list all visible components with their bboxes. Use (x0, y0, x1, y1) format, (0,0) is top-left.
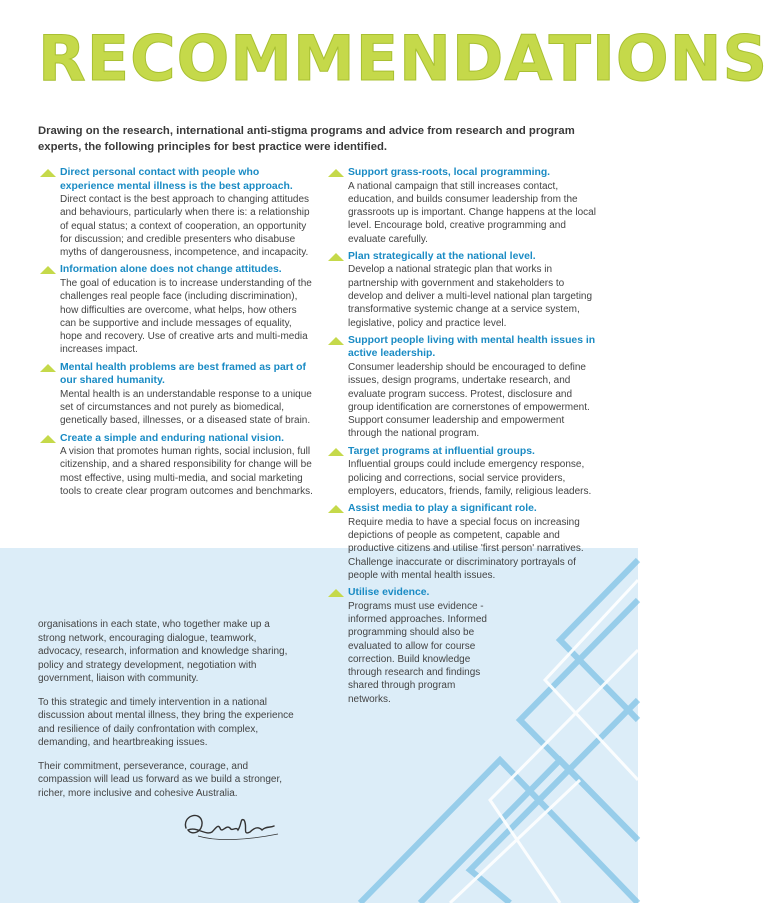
left-column (38, 166, 313, 502)
triangle-bullet-icon (328, 448, 344, 456)
item-body: Require media to have a special focus on increasing depictions of people as competent, capable and productive citizens and utilise 'first person' narratives. Challenge inaccurate or discriminatory portrayals of people with mental health issues. (348, 516, 584, 581)
item-body: Influential groups could include emergency response, policing and corrections, social service providers, employers, educators, friends, family, religious leaders. (348, 459, 592, 497)
closing-text (38, 618, 300, 810)
list-item (38, 361, 313, 428)
item-body: Mental health is an understandable response to a unique set of circumstances and not purely as biomedical, genetically based, illnesses, or a diseased state of brain. (60, 388, 312, 427)
list-item (38, 432, 313, 499)
list-item (326, 445, 596, 498)
triangle-bullet-icon (328, 337, 344, 345)
paragraph: To this strategic and timely intervention in a national discussion about mental illness, they bring the experience and resilience of daily confrontation with complex, demanding, and heartbreaking issues. (38, 696, 294, 748)
list-item (38, 166, 313, 259)
list-item (326, 502, 596, 582)
item-heading: Information alone does not change attitudes. (60, 264, 282, 276)
item-body: Develop a national strategic plan that works in partnership with government and stakeholders to develop and deliver a multi-level national plan targeting transformative systemic change at a service system, legislative, policy and practice level. (348, 264, 593, 329)
item-heading: Mental health problems are best framed as part of our shared humanity. (60, 361, 306, 387)
triangle-bullet-icon (328, 253, 344, 261)
item-body: Consumer leadership should be encouraged to define issues, design programs, undertake research, and evaluate program success. Protest, disclosure and group identification are cornerstones of empowerment. Support consumer leadership and empowerment through the national program. (348, 361, 590, 440)
triangle-bullet-icon (328, 589, 344, 597)
triangle-bullet-icon (40, 435, 56, 443)
paragraph: organisations in each state, who together make up a strong network, encouraging dialogue, teamwork, advocacy, research, information and knowledge sharing, policy and strategy development, negotiation with government, liaison with community. (38, 619, 288, 684)
item-heading: Create a simple and enduring national vision. (60, 432, 285, 444)
signature (178, 806, 288, 846)
item-body: A vision that promotes human rights, social inclusion, full citizenship, and a shared responsibility for change will be most effective, using multi-media, and social marketing tools to create clear program outcomes and benchmarks. (60, 446, 313, 498)
item-body: Programs must use evidence - informed approaches. Informed programming should also be evaluated to allow for course correction. Build knowledge through research and findings shared through program networks. (348, 600, 487, 705)
list-item (326, 334, 596, 441)
item-heading: Target programs at influential groups. (348, 445, 535, 457)
page-title: RECOMMENDATIONS (38, 22, 768, 95)
item-heading: Direct personal contact with people who experience mental illness is the best approach. (60, 167, 293, 192)
item-heading: Utilise evidence. (348, 587, 430, 599)
triangle-bullet-icon (40, 266, 56, 274)
list-item (326, 250, 596, 330)
item-heading: Assist media to play a significant role. (348, 503, 537, 515)
right-column (326, 166, 596, 710)
list-item (326, 166, 596, 246)
item-heading: Support grass-roots, local programming. (348, 167, 551, 178)
intro-text: Drawing on the research, international anti-stigma programs and advice from research and program experts, the following principles for best practice were identified. (38, 125, 575, 153)
item-body: The goal of education is to increase understanding of the challenges real people face (including discrimination), how difficulties are overcome, what helps, how others can be supportive and include messages of equality, hope and recovery. Use of creative arts and multi-media increases impact. (60, 277, 312, 356)
paragraph: Their commitment, perseverance, courage, and compassion will lead us forward as we build a stronger, richer, more inclusive and cohesive Australia. (38, 760, 283, 799)
item-body: A national campaign that still increases contact, education, and builds consumer leadership from the grassroots up is important. Change happens at the local level. Encourage bold, creative programming and evaluate carefully. (348, 180, 596, 245)
list-item (38, 263, 313, 356)
triangle-bullet-icon (328, 505, 344, 513)
item-heading: Support people living with mental health issues in active leadership. (348, 334, 596, 360)
item-body: Direct contact is the best approach to changing attitudes and behaviours, particularly when there is: a relationship of equal status; a context of cooperation, an opportunity for discussion; and credible presenters who disabuse myths of dangerousness, incompetence, and incapacity. (60, 194, 310, 259)
triangle-bullet-icon (328, 169, 344, 177)
item-heading: Plan strategically at the national level. (348, 250, 536, 262)
triangle-bullet-icon (40, 169, 56, 177)
triangle-bullet-icon (40, 364, 56, 372)
list-item (326, 586, 596, 706)
